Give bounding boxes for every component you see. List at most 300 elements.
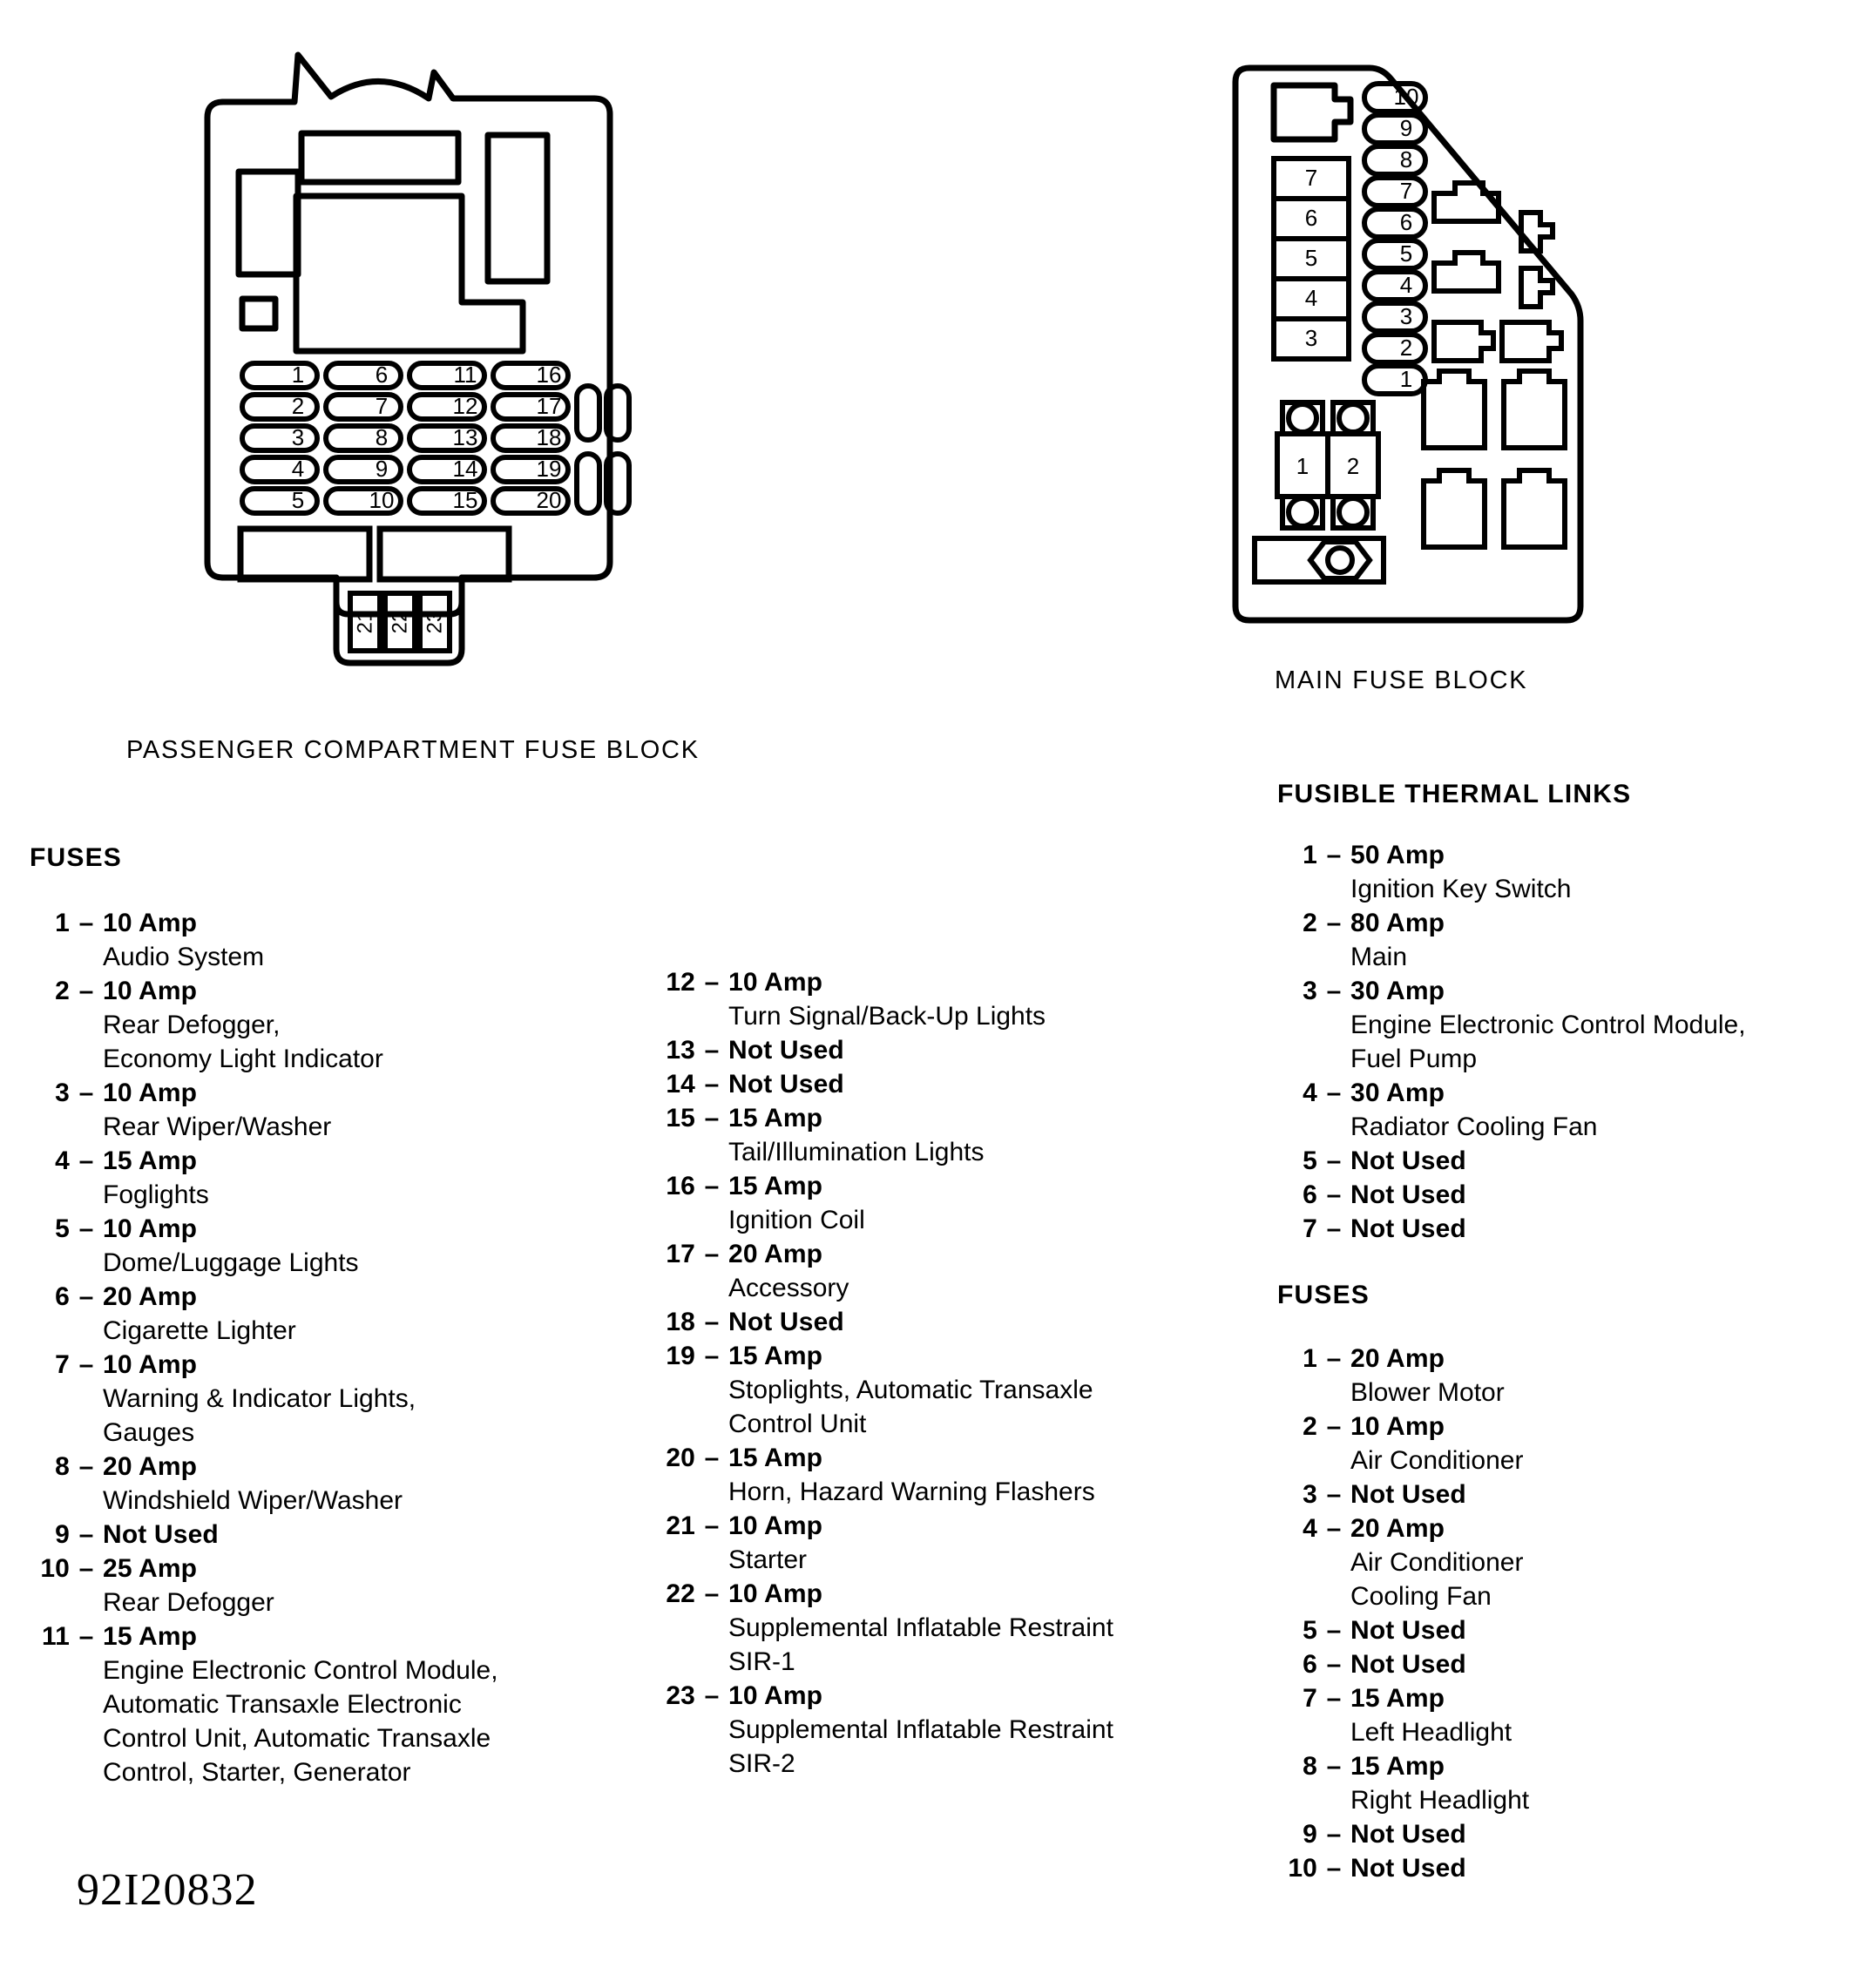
main-fuse-label-3: 3 [1399, 303, 1413, 329]
slot-label-6: 6 [375, 362, 389, 388]
fuse-entry-header [655, 1339, 1213, 1373]
fuse-entry-number: 7 [1303, 1684, 1317, 1713]
fuse-entry-dash: – [78, 1079, 94, 1107]
fuse-entry-description-line: Ignition Key Switch [1350, 875, 1572, 903]
fuse-entry-description-line: Ignition Coil [728, 1206, 865, 1234]
fuse-entry [1277, 1851, 1844, 1885]
fuse-entry-header [655, 965, 1213, 999]
fuse-entry-rating: 15 Amp [728, 1104, 823, 1133]
fuse-entry-description-line: Cooling Fan [1350, 1582, 1492, 1611]
fuse-entry-number: 16 [666, 1172, 695, 1200]
fuse-entry-dash: – [1326, 1752, 1342, 1781]
fuse-entry-number: 10 [1288, 1854, 1317, 1883]
fuse-entry-rating: 15 Amp [103, 1622, 198, 1651]
fuse-entry-description [1277, 1715, 1844, 1749]
fuse-entry-number: 12 [666, 968, 695, 997]
fuse-entry-rating: 15 Amp [728, 1342, 823, 1370]
fuse-entry-rating: Not Used [1350, 1214, 1466, 1243]
fuse-entry [1277, 1212, 1844, 1246]
fuse-entry-description [655, 1543, 1213, 1577]
fuse-entry-number: 8 [1303, 1752, 1317, 1781]
fuse-entry-rating: Not Used [728, 1070, 844, 1099]
fuse-entry-description-line: Horn, Hazard Warning Flashers [728, 1477, 1095, 1506]
fuse-entry-dash: – [704, 1444, 720, 1472]
fuse-entry-dash: – [78, 909, 94, 937]
fuse-entry-rating: 20 Amp [103, 1282, 198, 1311]
fuse-entry-header [655, 1237, 1213, 1271]
fuse-entry-rating: 10 Amp [728, 1511, 823, 1540]
fuse-entry-description-line: Engine Electronic Control Module, [1350, 1011, 1746, 1039]
fuse-entry-dash: – [704, 1308, 720, 1336]
fuse-entry-number: 3 [55, 1079, 70, 1107]
fuse-entry-number: 21 [666, 1511, 695, 1540]
fuse-entry-header [655, 1169, 1213, 1203]
fuse-entry-description-line: Radiator Cooling Fan [1350, 1112, 1598, 1141]
fuse-entry-number: 3 [1303, 1480, 1317, 1509]
slot-label-12: 12 [452, 393, 478, 419]
main-thermal-link-column [1274, 159, 1349, 359]
fuse-entry-header [1277, 1851, 1844, 1885]
fuse-entry-number: 18 [666, 1308, 695, 1336]
fuse-entry-dash: – [1326, 1480, 1342, 1509]
fuse-entry-dash: – [704, 1036, 720, 1065]
slot-label-20: 20 [536, 487, 562, 513]
relay-block [1521, 213, 1553, 251]
fuse-entry-rating: 20 Amp [1350, 1514, 1445, 1543]
cartridge-link-label-1: 1 [1296, 453, 1309, 479]
fuse-entry [30, 1076, 605, 1144]
fuse-entry-description-line: Blower Motor [1350, 1378, 1505, 1407]
relay-slot [577, 386, 599, 440]
fuse-entry-description [1277, 1545, 1844, 1613]
fuse-entry [30, 906, 605, 974]
fuse-entry-rating: 15 Amp [103, 1146, 198, 1175]
fuse-entry [1277, 838, 1844, 906]
fuse-entry-header [30, 974, 605, 1008]
fuse-entry-description [655, 999, 1213, 1033]
fuse-entry-rating: 10 Amp [103, 977, 198, 1005]
fuse-entry-rating: 10 Amp [728, 1681, 823, 1710]
fuse-entry-header [1277, 1144, 1844, 1178]
fuse-entry-rating: 10 Amp [728, 968, 823, 997]
main-fuse-oval-column [1364, 84, 1425, 394]
passenger-relay-slot-group [577, 386, 629, 513]
main-fuse-label-9: 9 [1399, 115, 1413, 141]
main-fuse-block-drawing [1220, 61, 1586, 645]
passenger-fuse-column-2 [326, 362, 401, 513]
fuse-entry [1277, 1144, 1844, 1178]
fuse-entry-rating: 30 Amp [1350, 977, 1445, 1005]
fuse-entry [30, 1450, 605, 1518]
fuse-entry [1277, 1477, 1844, 1511]
fuse-entry-number: 19 [666, 1342, 695, 1370]
slot-label-21: 21 [353, 610, 377, 634]
fuse-entry-number: 9 [55, 1520, 70, 1549]
fuse-entry-description-line: Control, Starter, Generator [103, 1758, 411, 1787]
passenger-fuse-slot-group [242, 362, 629, 513]
fuse-entry [30, 1280, 605, 1348]
fuse-entry-description-line: Automatic Transaxle Electronic [103, 1690, 462, 1719]
fuse-entry-description [1277, 1444, 1844, 1477]
main-connector-shape [1274, 85, 1350, 139]
fuse-entry-description [655, 1203, 1213, 1237]
fuse-entry [30, 1348, 605, 1450]
fuse-entry-description-line: Control Unit, Automatic Transaxle [103, 1724, 491, 1753]
fuse-entry-rating: 30 Amp [1350, 1079, 1445, 1107]
relay-socket [1424, 470, 1485, 547]
fuse-entry-header [30, 1212, 605, 1246]
slot-label-14: 14 [452, 456, 478, 482]
main-fuse-label-4: 4 [1399, 272, 1413, 298]
fuse-entry-number: 1 [1303, 841, 1317, 869]
fuse-entry-number: 6 [1303, 1180, 1317, 1209]
main-ground-terminal [1255, 538, 1384, 582]
fuse-entry-dash: – [78, 1282, 94, 1311]
fuse-entry [655, 1067, 1213, 1101]
passenger-fuse-column-4 [493, 362, 568, 513]
slot-label-1: 1 [291, 362, 305, 388]
fuse-entry-rating: 20 Amp [728, 1240, 823, 1268]
fuse-entry-description [1277, 1110, 1844, 1144]
fuse-entry-header [30, 1348, 605, 1382]
fuse-entry-rating: Not Used [1350, 1480, 1466, 1509]
fuse-entry-number: 2 [1303, 909, 1317, 937]
fuse-entry-number: 6 [1303, 1650, 1317, 1679]
fuse-entry-description-line: Supplemental Inflatable Restraint [728, 1613, 1113, 1642]
fuse-entry-description [1277, 872, 1844, 906]
fuse-entry-header [1277, 1342, 1844, 1376]
fuse-entry-description-line: SIR-2 [728, 1749, 795, 1778]
fuse-entry-rating: Not Used [1350, 1820, 1466, 1849]
fuse-entry-rating: 15 Amp [1350, 1752, 1445, 1781]
fuse-entry-description-line: Starter [728, 1545, 808, 1574]
fuse-entry-header [30, 1144, 605, 1178]
fuse-entry-description-line: Engine Electronic Control Module, [103, 1656, 498, 1685]
fuse-entry-rating: 10 Amp [103, 1079, 198, 1107]
fuse-entry-header [655, 1033, 1213, 1067]
main-fuse-label-2: 2 [1399, 335, 1413, 361]
link-label-3: 3 [1304, 325, 1318, 351]
fuse-entry-dash: – [1326, 841, 1342, 869]
fuse-entry-rating: Not Used [1350, 1616, 1466, 1645]
passenger-fuse-column-1 [242, 362, 317, 513]
fuse-entry [655, 1169, 1213, 1237]
fuse-entry-dash: – [704, 1172, 720, 1200]
fuse-entry-header [1277, 1681, 1844, 1715]
fuse-entry-number: 4 [55, 1146, 70, 1175]
main-fuse-label-8: 8 [1399, 146, 1413, 172]
fuse-entry-header [30, 906, 605, 940]
fuse-entry-dash: – [1326, 1180, 1342, 1209]
fuse-entry-description [30, 1653, 605, 1789]
fuse-entry-header [1277, 1749, 1844, 1783]
fuse-entry-description [30, 1178, 605, 1212]
fuse-entry [1277, 1342, 1844, 1410]
fuse-entry-description [655, 1611, 1213, 1679]
fuse-entry-dash: – [704, 1240, 720, 1268]
fuse-entry-rating: Not Used [103, 1520, 219, 1549]
fuse-entry-dash: – [1326, 1412, 1342, 1441]
fuse-entry [655, 1237, 1213, 1305]
fuse-entry-description-line: Gauges [103, 1418, 195, 1447]
fuse-entry-dash: – [78, 1350, 94, 1379]
fuse-entry-rating: Not Used [728, 1308, 844, 1336]
fuse-entry-dash: – [1326, 1344, 1342, 1373]
fuse-entry-rating: 25 Amp [103, 1554, 198, 1583]
right-fuse-list [1277, 1342, 1844, 1885]
fuse-entry-rating: Not Used [1350, 1650, 1466, 1679]
fuse-entry-description [30, 1484, 605, 1518]
right-fuses-heading: FUSES [1277, 1281, 1370, 1309]
main-fuse-label-6: 6 [1399, 209, 1413, 235]
fuse-entry-description [30, 940, 605, 974]
fuse-entry-header [1277, 1613, 1844, 1647]
fuse-entry-rating: Not Used [1350, 1180, 1466, 1209]
fuse-entry-dash: – [78, 977, 94, 1005]
fuse-entry-number: 7 [55, 1350, 70, 1379]
fuse-entry-header [1277, 1817, 1844, 1851]
fuse-entry-dash: – [704, 1511, 720, 1540]
fuse-entry-description-line: Audio System [103, 943, 265, 971]
fuse-entry-dash: – [1326, 1514, 1342, 1543]
part-number: 92I20832 [77, 1865, 258, 1915]
fuse-entry-dash: – [1326, 1820, 1342, 1849]
fuse-entry-description-line: Fuel Pump [1350, 1045, 1478, 1073]
fuse-entry-description [1277, 1783, 1844, 1817]
fuse-entry-description [30, 1586, 605, 1619]
fuse-entry-number: 5 [1303, 1616, 1317, 1645]
left-fuse-list [30, 906, 605, 1789]
left-fuses-heading: FUSES [30, 843, 123, 872]
fuse-entry-description [655, 1713, 1213, 1781]
fuse-entry-dash: – [1326, 1684, 1342, 1713]
fuse-entry [30, 1144, 605, 1212]
fuse-entry-description [655, 1475, 1213, 1509]
fuse-entry-rating: 10 Amp [728, 1579, 823, 1608]
fuse-entry-dash: – [1326, 1650, 1342, 1679]
slot-label-3: 3 [291, 424, 305, 450]
fuse-entry-description-line: Economy Light Indicator [103, 1045, 383, 1073]
fuse-entry-number: 1 [55, 909, 70, 937]
link-label-7: 7 [1304, 165, 1318, 191]
middle-fuse-list [655, 965, 1213, 1781]
fuse-entry-number: 11 [41, 1622, 70, 1651]
fuse-entry-number: 2 [1303, 1412, 1317, 1441]
fuse-entry-rating: 15 Amp [1350, 1684, 1445, 1713]
main-relay-block-group [1424, 183, 1565, 547]
fuse-entry-header [655, 1509, 1213, 1543]
fuse-entry-number: 8 [55, 1452, 70, 1481]
fuse-entry-header [30, 1552, 605, 1586]
main-fuse-block-caption: MAIN FUSE BLOCK [1275, 666, 1528, 694]
fuse-entry-rating: 20 Amp [103, 1452, 198, 1481]
fuse-entry [1277, 1749, 1844, 1817]
fuse-entry-header [1277, 974, 1844, 1008]
fuse-entry-header [1277, 1212, 1844, 1246]
fuse-entry-rating: 10 Amp [1350, 1412, 1445, 1441]
fuse-entry-rating: Not Used [728, 1036, 844, 1065]
fuse-entry-header [1277, 1647, 1844, 1681]
fuse-entry-description-line: Air Conditioner [1350, 1446, 1524, 1475]
fuse-entry [1277, 1178, 1844, 1212]
fuse-entry [655, 1441, 1213, 1509]
relay-block [1434, 322, 1493, 361]
fuse-entry [1277, 974, 1844, 1076]
slot-label-8: 8 [375, 424, 389, 450]
fuse-entry-dash: – [704, 968, 720, 997]
fuse-entry-description-line: Rear Defogger, [103, 1011, 281, 1039]
fuse-entry [30, 1552, 605, 1619]
fuse-entry-header [30, 1076, 605, 1110]
fuse-entry-dash: – [1326, 1146, 1342, 1175]
fuse-entry-dash: – [1326, 977, 1342, 1005]
slot-label-15: 15 [452, 487, 478, 513]
main-cartridge-link-group [1277, 402, 1378, 528]
fuse-entry-header [655, 1577, 1213, 1611]
slot-label-17: 17 [536, 393, 562, 419]
fuse-entry-dash: – [78, 1520, 94, 1549]
fuse-entry-description [30, 1314, 605, 1348]
fuse-entry-number: 20 [666, 1444, 695, 1472]
fuse-entry [1277, 1817, 1844, 1851]
fuse-entry-description-line: Windshield Wiper/Washer [103, 1486, 403, 1515]
fuse-entry [655, 1033, 1213, 1067]
fuse-entry-description-line: Left Headlight [1350, 1718, 1512, 1747]
fuse-entry-number: 9 [1303, 1820, 1317, 1849]
fuse-entry [655, 1305, 1213, 1339]
slot-label-7: 7 [375, 393, 389, 419]
relay-block [1502, 322, 1561, 361]
fuse-entry-number: 10 [40, 1554, 70, 1583]
main-fuse-label-1: 1 [1399, 366, 1413, 392]
fuse-entry-header [1277, 1511, 1844, 1545]
slot-label-4: 4 [291, 456, 305, 482]
fuse-entry [1277, 1647, 1844, 1681]
fuse-entry-dash: – [78, 1622, 94, 1651]
main-fuse-label-5: 5 [1399, 240, 1413, 267]
fuse-entry-description [30, 1008, 605, 1076]
fuse-entry-rating: Not Used [1350, 1146, 1466, 1175]
fuse-entry-number: 6 [55, 1282, 70, 1311]
fuse-entry-rating: 10 Amp [103, 1350, 198, 1379]
fuse-entry-header [30, 1619, 605, 1653]
fuse-entry [30, 1212, 605, 1280]
relay-socket [1504, 470, 1565, 547]
fuse-entry [30, 1619, 605, 1789]
fuse-entry-dash: – [1326, 909, 1342, 937]
fuse-entry [30, 974, 605, 1076]
slot-label-5: 5 [291, 487, 305, 513]
fuse-entry [1277, 1410, 1844, 1477]
fuse-entry-description [1277, 1008, 1844, 1076]
main-fuse-label-10: 10 [1393, 84, 1419, 110]
fuse-entry [655, 1577, 1213, 1679]
fuse-entry-description-line: Foglights [103, 1180, 209, 1209]
main-fuse-block-svg [1220, 61, 1586, 645]
slot-label-13: 13 [452, 424, 478, 450]
fuse-entry-description-line: Turn Signal/Back-Up Lights [728, 1002, 1046, 1031]
fuse-entry-rating: 10 Amp [103, 1214, 198, 1243]
fuse-entry-description-line: Stoplights, Automatic Transaxle [728, 1376, 1093, 1404]
fuse-entry-dash: – [78, 1452, 94, 1481]
fuse-entry [655, 1509, 1213, 1577]
fuse-entry-dash: – [1326, 1854, 1342, 1883]
fuse-entry-header [655, 1441, 1213, 1475]
fuse-entry-dash: – [704, 1070, 720, 1099]
fuse-entry-header [1277, 906, 1844, 940]
fuse-entry [30, 1518, 605, 1552]
fuse-entry-rating: 50 Amp [1350, 841, 1445, 869]
slot-label-18: 18 [536, 424, 562, 450]
fusible-thermal-links-heading: FUSIBLE THERMAL LINKS [1277, 780, 1632, 808]
relay-socket [1424, 371, 1485, 448]
fuse-entry-dash: – [78, 1554, 94, 1583]
fuse-entry-description-line: Warning & Indicator Lights, [103, 1384, 416, 1413]
fuse-entry-number: 14 [666, 1070, 695, 1099]
relay-block [1434, 253, 1499, 291]
passenger-bottom-rect-right [380, 529, 509, 579]
passenger-fuse-block-svg [200, 39, 653, 701]
fuse-entry [1277, 1511, 1844, 1613]
fuse-entry-dash: – [78, 1146, 94, 1175]
slot-label-10: 10 [369, 487, 395, 513]
fuse-entry-number: 3 [1303, 977, 1317, 1005]
fuse-entry-description-line: Cigarette Lighter [103, 1316, 296, 1345]
fuse-entry-number: 17 [666, 1240, 695, 1268]
fuse-entry-description-line: Dome/Luggage Lights [103, 1248, 359, 1277]
fuse-entry-number: 13 [666, 1036, 695, 1065]
fuse-entry [655, 1339, 1213, 1441]
fuse-entry [1277, 1613, 1844, 1647]
fuse-entry-header [655, 1101, 1213, 1135]
fuse-entry-header [1277, 1076, 1844, 1110]
fuse-entry-number: 7 [1303, 1214, 1317, 1243]
fuse-entry-number: 4 [1303, 1079, 1317, 1107]
fuse-entry-number: 4 [1303, 1514, 1317, 1543]
fuse-entry-description [655, 1373, 1213, 1441]
slot-label-23: 23 [423, 610, 447, 634]
relay-block [1434, 183, 1499, 221]
fuse-entry-header [1277, 838, 1844, 872]
slot-label-19: 19 [536, 456, 562, 482]
fuse-entry-dash: – [78, 1214, 94, 1243]
fuse-entry-description [30, 1110, 605, 1144]
fuse-entry [655, 1101, 1213, 1169]
slot-label-11: 11 [453, 362, 477, 388]
fuse-entry-number: 2 [55, 977, 70, 1005]
fuse-entry-rating: 15 Amp [728, 1172, 823, 1200]
cartridge-link-label-2: 2 [1346, 453, 1360, 479]
fuse-entry-dash: – [704, 1104, 720, 1133]
fuse-entry-number: 5 [55, 1214, 70, 1243]
passenger-bottom-tab-slots [350, 593, 450, 651]
slot-label-16: 16 [536, 362, 562, 388]
main-fuse-label-7: 7 [1399, 178, 1413, 204]
relay-slot [577, 454, 599, 513]
fuse-entry-rating: Not Used [1350, 1854, 1466, 1883]
fuse-entry-description [1277, 940, 1844, 974]
fuse-entry-dash: – [1326, 1616, 1342, 1645]
fuse-entry [655, 1679, 1213, 1781]
fuse-entry-description [30, 1246, 605, 1280]
fuse-entry [1277, 1681, 1844, 1749]
fuse-entry-dash: – [1326, 1079, 1342, 1107]
fuse-entry-header [1277, 1477, 1844, 1511]
fuse-entry-description [655, 1135, 1213, 1169]
fuse-entry-description-line: Air Conditioner [1350, 1548, 1524, 1577]
fuse-entry-header [30, 1518, 605, 1552]
fuse-entry-header [655, 1305, 1213, 1339]
